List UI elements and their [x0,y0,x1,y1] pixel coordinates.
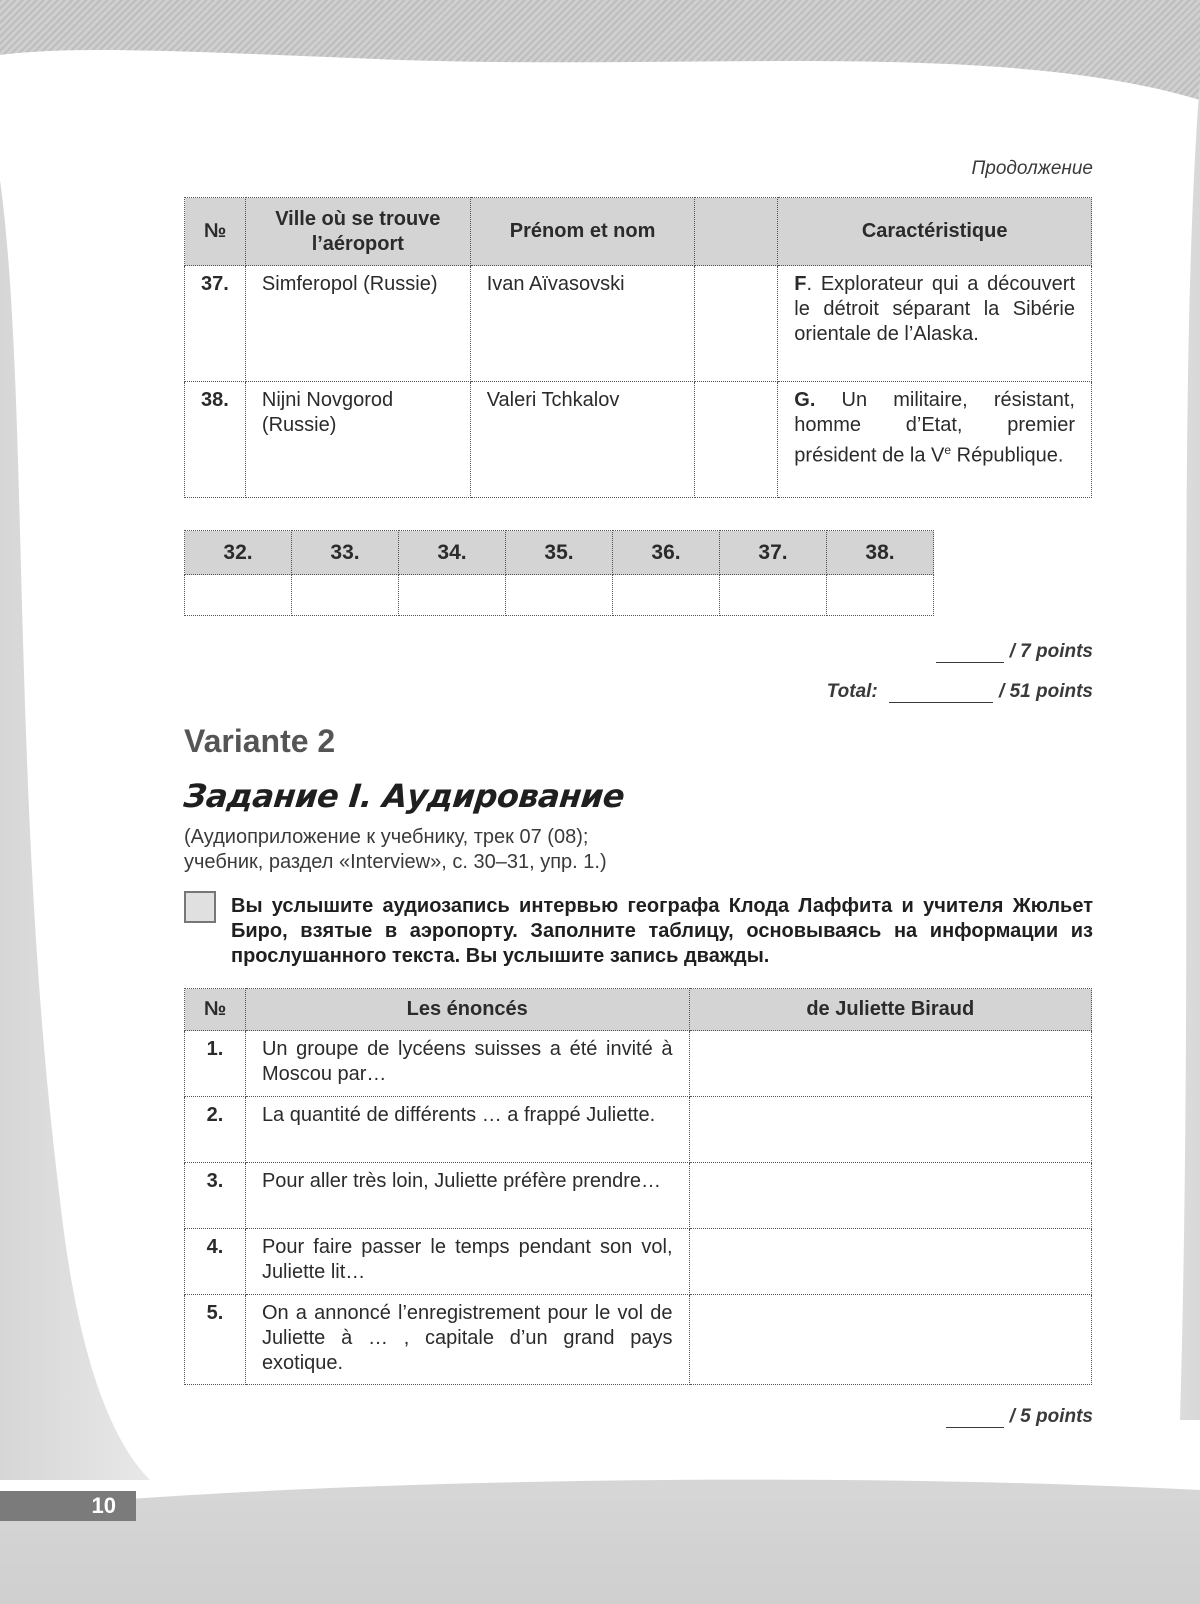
row-answer-cell[interactable] [689,1097,1091,1163]
row-answer-cell[interactable] [689,1163,1091,1229]
table-row [185,1097,1092,1163]
variant-title: Variante 2 [184,723,336,759]
row-number: 3. [185,1163,246,1229]
row-answer-cell[interactable] [689,1031,1091,1097]
row-number: 38. [185,382,246,498]
statements-table [184,988,1092,1385]
total-score [827,681,1093,703]
row-city: Simferopol (Russie) [245,266,470,382]
task-title: Задание I. Аудирование [182,777,627,815]
score-text: / 7 points [1009,641,1093,662]
grid-cell-36[interactable] [613,575,720,616]
table-row [185,1031,1092,1097]
score-blank[interactable] [946,1410,1004,1428]
header-number: № [185,989,246,1031]
grid-cell-33[interactable] [292,575,399,616]
answer-grid [184,530,934,616]
row-name: Valeri Tchkalov [470,382,695,498]
row-statement: Pour faire passer le temps pendant son vol, Juliette lit… [245,1229,689,1295]
total-blank[interactable] [889,685,993,703]
header-juliette: de Juliette Biraud [689,989,1091,1031]
grid-cell-32[interactable] [185,575,292,616]
header-statements: Les énoncés [245,989,689,1031]
header-city: Ville où se trouve l’aéroport [245,198,470,266]
row-answer-cell[interactable] [689,1295,1091,1385]
score-5-points [946,1406,1093,1428]
grid-header-33: 33. [292,531,399,575]
table-row [185,382,1092,498]
table-row [185,1229,1092,1295]
char-letter: F [794,273,807,295]
row-number: 4. [185,1229,246,1295]
score-7-points [936,641,1093,663]
grid-header-32: 32. [185,531,292,575]
header-name: Prénom et nom [470,198,695,266]
char-superscript: e [944,443,952,457]
table-header-row [185,989,1092,1031]
table-row [185,1163,1092,1229]
row-answer-cell[interactable] [695,266,778,382]
answer-grid-header [185,531,934,575]
airport-table [184,197,1092,498]
grid-header-34: 34. [399,531,506,575]
total-score-text: / 51 points [999,681,1093,702]
grid-header-37: 37. [720,531,827,575]
header-number: № [185,198,246,266]
grid-cell-37[interactable] [720,575,827,616]
row-number: 1. [185,1031,246,1097]
row-answer-cell[interactable] [689,1229,1091,1295]
grid-header-35: 35. [506,531,613,575]
total-label: Total: [826,681,878,702]
page-number: 10 [0,1491,136,1521]
row-statement: On a annoncé l’enregistrement pour le vol de Juliette à … , capitale d’un grand pays exotique. [245,1295,689,1385]
table-row [185,1295,1092,1385]
row-number: 2. [185,1097,246,1163]
answer-grid-row [185,575,934,616]
grid-header-38: 38. [827,531,934,575]
row-name: Ivan Aïvasovski [470,266,695,382]
continuation-label: Продолжение [971,158,1093,179]
grid-cell-35[interactable] [506,575,613,616]
row-statement: Un groupe de lycéens suisses a été invité à Moscou par… [245,1031,689,1097]
row-city: Nijni Novgorod (Russie) [245,382,470,498]
grid-cell-34[interactable] [399,575,506,616]
task-subtitle-line1: (Аудиоприложение к учебнику, трек 07 (08); [184,826,589,848]
task-subtitle-line2: учебник, раздел «Interview», с. 30–31, упр. 1.) [184,851,607,873]
grid-header-36: 36. [613,531,720,575]
row-answer-cell[interactable] [695,382,778,498]
row-characteristic [778,266,1092,382]
table-row [185,266,1092,382]
score-blank[interactable] [936,645,1004,663]
char-text: . Explorateur qui a découvert le détroit séparant la Sibérie orientale de l’Alaska. [794,273,1075,345]
row-number: 37. [185,266,246,382]
char-text-end: République. [951,444,1064,467]
task-instruction: Вы услышите аудиозапись интервью географа Клода Лаффита и учителя Жюльет Биро, взятые в аэропорту. Заполните таблицу, основываясь на информации из прослушанного текста. Вы услышите запись дважды. [231,895,1093,967]
row-characteristic [778,382,1092,498]
grid-cell-38[interactable] [827,575,934,616]
header-characteristic: Caractéristique [778,198,1092,266]
row-number: 5. [185,1295,246,1385]
char-text: Un militaire, résistant, homme d’Etat, premier président de la V [794,389,1075,467]
row-statement: La quantité de différents … a frappé Juliette. [245,1097,689,1163]
table-header-row [185,198,1092,266]
task-subtitle [184,825,607,875]
char-letter: G. [794,389,816,411]
task-checkbox[interactable] [184,891,216,923]
score-text: / 5 points [1009,1406,1093,1427]
row-statement: Pour aller très loin, Juliette préfère prendre… [245,1163,689,1229]
header-blank [695,198,778,266]
